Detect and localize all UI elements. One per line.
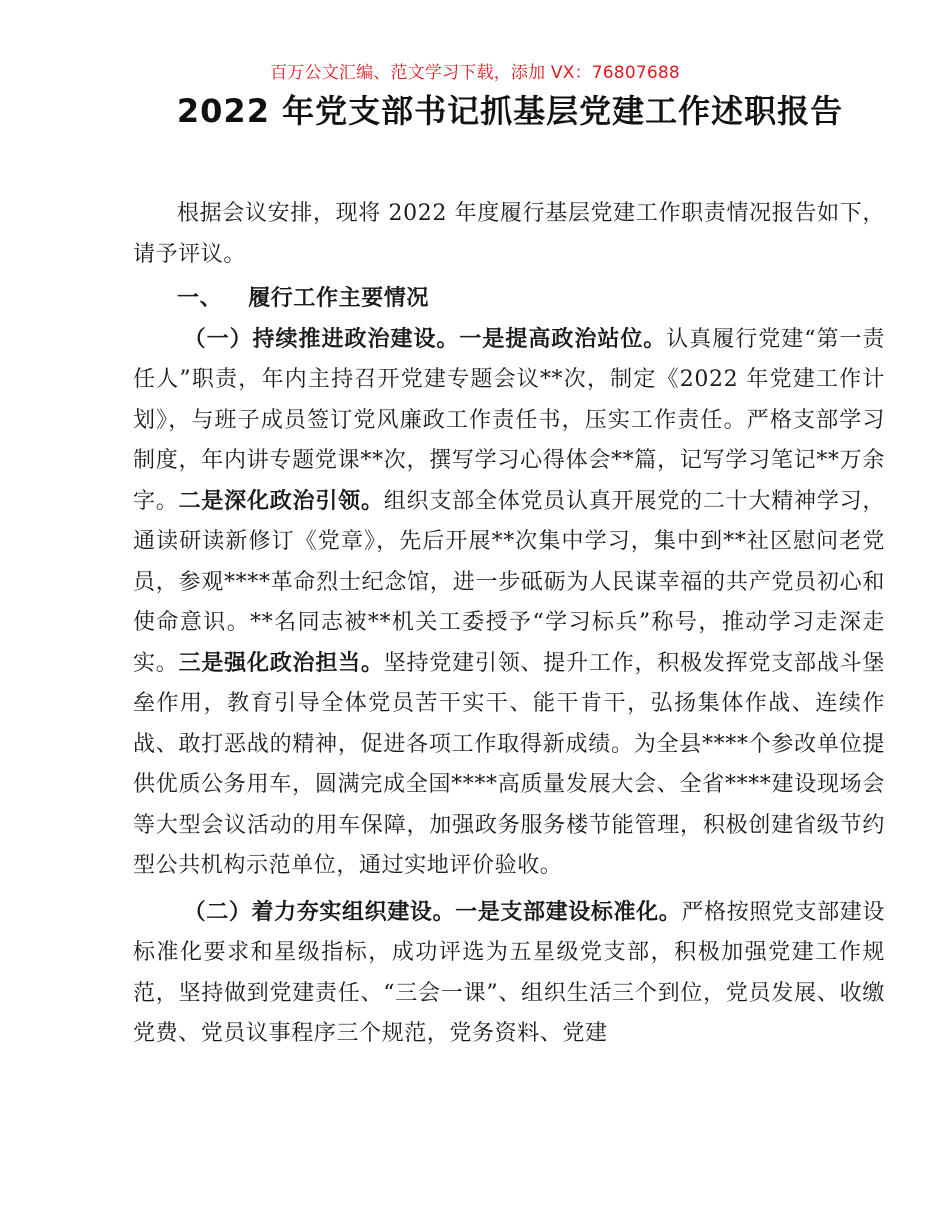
point-text: 坚持党建引领、提升工作，积极发挥党支部战斗堡垒作用，教育引导全体党员苦干实干、能干肯干，弘扬集体作战、连续作战、敢打恶战的精神，促进各项工作取得新成绩。为全县****个参改单位提供优质公务用车，圆满完成全国****高质量发展大会、全省****建设现场会等大型会议活动的用车保障，加强政务服务楼节能管理，积极创建省级节约型公共机构示范单位，通过实地评价验收。 (133, 650, 886, 878)
section-heading-1 (133, 279, 885, 320)
point-text: 认真履行党建“第一责任人”职责，年内主持召开党建专题会议**次，制定《2022 年党建工作计划》，与班子成员签订党风廉政工作责任书，压实工作责任。严格支部学习制度，年内讲专题党课**次，撰写学习心得体会**篇，记写学习笔记**万余字。 (133, 326, 886, 514)
point-text: 组织支部全体党员认真开展党的二十大精神学习，通读研读新修订《党章》，先后开展**次集中学习，集中到**社区慰问老党员，参观****革命烈士纪念馆，进一步砥砺为人民谋幸福的共产党员初心和使命意识。**名同志被**机关工委授予“学习标兵”称号，推动学习走深走实。 (133, 488, 886, 676)
watermark-text: 百万公文汇编、范文学习下载，添加 VX：76807688 (270, 63, 680, 83)
intro-paragraph: 根据会议安排，现将 2022 年度履行基层党建工作职责情况报告如下，请予评议。 (133, 201, 885, 267)
point-label: 一是提高政治站位。 (459, 326, 667, 352)
point-label: 一是支部建设标准化。 (455, 899, 682, 925)
point-label: 二是深化政治引领。 (178, 488, 384, 514)
subsection-heading: （二）着力夯实组织建设。 (183, 899, 456, 925)
point-text: 严格按照党支部建设标准化要求和星级指标，成功评选为五星级党支部，积极加强党建工作规范，坚持做到党建责任、“三会一课”、组织生活三个到位，党员发展、收缴党费、党员议事程序三个规范，党务资料、党建 (133, 899, 885, 1046)
section-title: 履行工作主要情况 (248, 286, 430, 311)
document-title: 2022 年党支部书记抓基层党建工作述职报告 (176, 92, 844, 130)
subsection-heading: （一）持续推进政治建设。 (183, 326, 460, 352)
document-body (133, 194, 885, 1055)
point-label: 三是强化政治担当。 (178, 650, 384, 676)
subsection-2-paragraph (133, 893, 885, 1055)
subsection-1-paragraph (133, 320, 885, 887)
section-number: 一、 (177, 286, 223, 311)
